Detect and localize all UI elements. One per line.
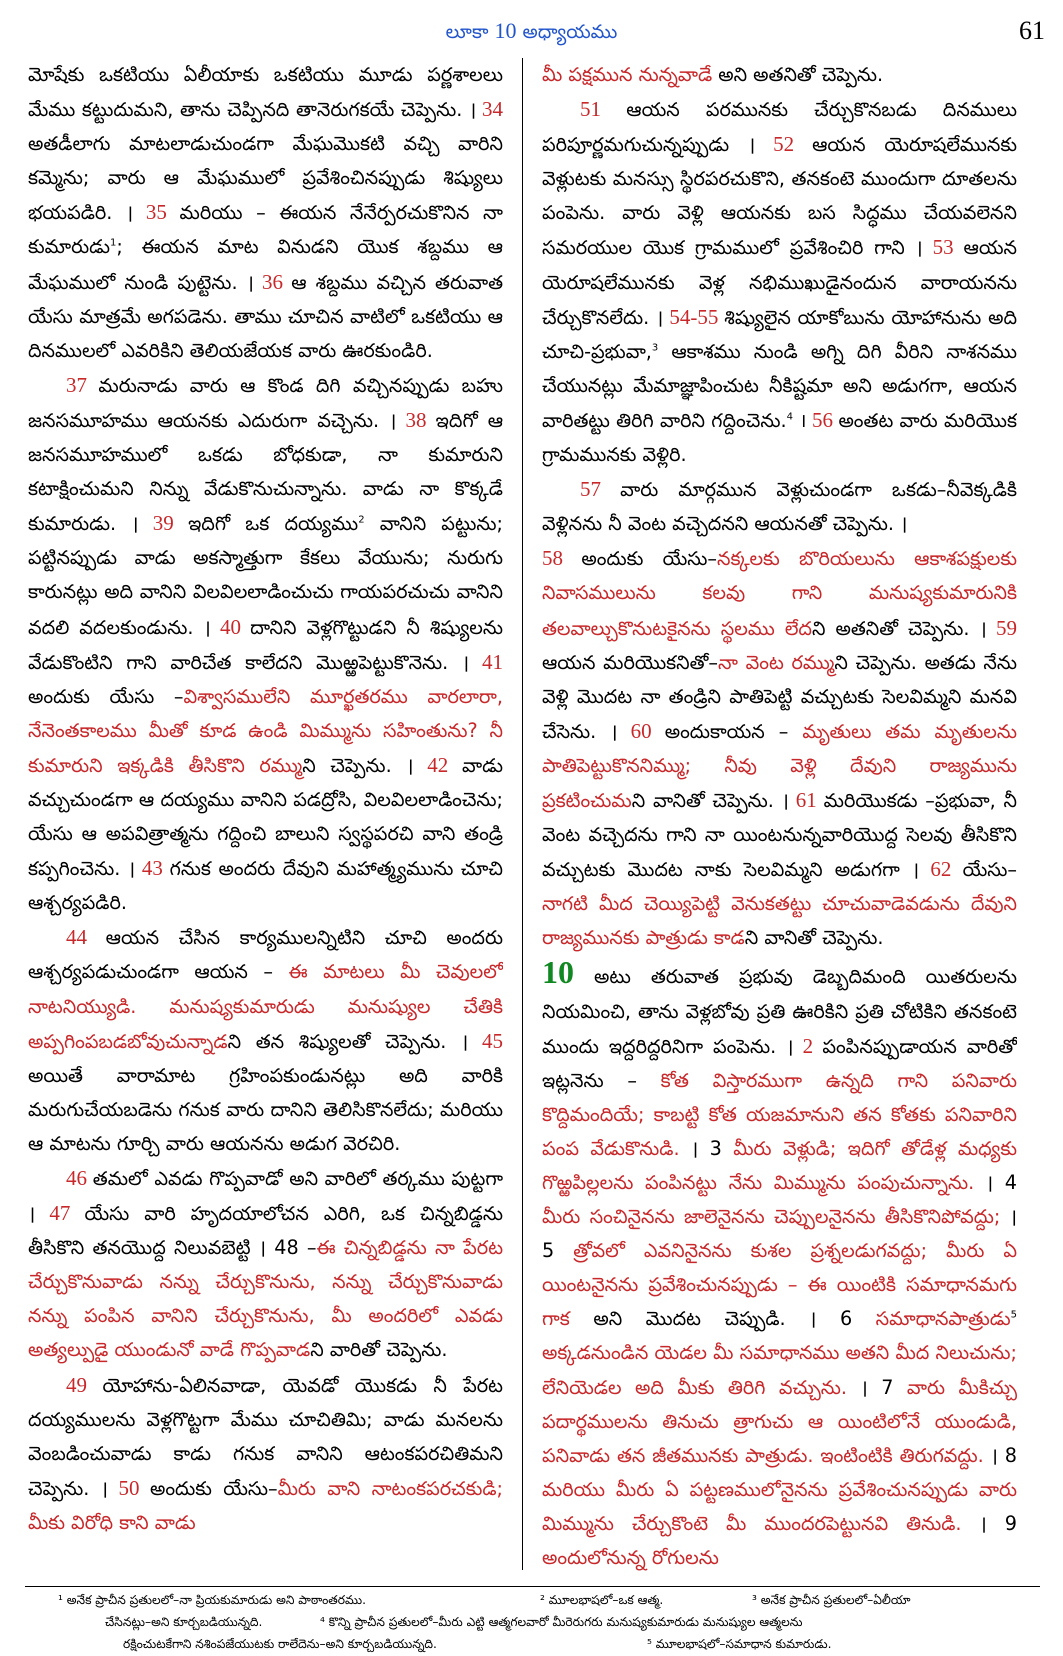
body-text: । 9 — [961, 1511, 1017, 1535]
footnote-2: ² మూలభాషలో–ఒక ఆత్మ. — [540, 1593, 664, 1607]
paragraph — [542, 541, 1017, 955]
red-letter-text: వారు మీకిచ్చు పదార్థములను తినుచు త్రాగుచు ఆ యింటిలోనే యుండుడి, పనివాడు తన జీతమునకు పాత్రుడు. ఇంటింటికి తిరుగవద్దు. — [542, 1375, 1017, 1467]
body-text: ఇదిగో ఆ జనసమూహములో ఒకడు బోధకుడా, నా కుమారుని కటాక్షించుమని నిన్ను వేడుకొనుచున్నాను. వాడు నా కొక్కడే కుమారుడు. । — [28, 408, 503, 536]
body-text: వారు మార్గమున వెళ్లుచుండగా ఒకడు–నీవెక్కడికి వెళ్లినను నీ వెంట వచ్చెదనని ఆయనతో చెప్పెను. । — [542, 478, 1017, 536]
footnote-marker: 4 — [786, 411, 793, 423]
footnote-4-cont: రక్షించుటకేగాని నశింపజేయుటకు రాలేదెను–అని కూర్చబడియున్నది. — [123, 1637, 437, 1651]
verse-number: 42 — [413, 752, 463, 777]
red-letter-text: త్రోవలో ఎవనినైనను కుశల ప్రశ్నలడుగవద్దు; మీరు ఏ యింటనైనను ప్రవేశించునప్పుడు – ఈ యింటికి సమాధానమగు గాక — [542, 1239, 1017, 1331]
right-column — [542, 58, 1017, 1578]
body-text: యేసు– — [962, 858, 1017, 882]
body-text: అందుకు యేసు – — [28, 684, 184, 708]
verse-number: 46 — [66, 1166, 93, 1190]
red-letter-text: అక్కడనుండిన యెడల మీ సమాధానము అతని మీద నిలుచును; లేనియెడల అది మీకు తిరిగి వచ్చును. — [542, 1341, 1017, 1399]
body-text: గనుక అందరు దేవుని మహాత్మ్యమును చూచి ఆశ్చర్యపడిరి. — [28, 857, 503, 915]
verse-number: 57 — [580, 477, 621, 502]
paragraph — [28, 58, 503, 368]
red-letter-text: మీరు వెళ్లుడి; ఇదిగో తోడేళ్ల మధ్యకు గొఱ్ఱపిల్లలను పంపినట్టు నేను మిమ్మును పంపుచున్నాను. — [542, 1136, 1017, 1194]
body-text: । 8 — [983, 1443, 1017, 1467]
body-text: వాడు వచ్చుచుండగా ఆ దయ్యము వానిని పడద్రోసి, విలవిలలాడించెను; యేసు ఆ అపవిత్రాత్మను గద్దించి బాలుని స్వస్థపరచి వాని తండ్రి కప్పగించెను. । — [28, 753, 503, 881]
footnote-3: ³ అనేక ప్రాచీన ప్రతులలో–ఏలీయా — [752, 1593, 911, 1607]
body-text: । 7 — [846, 1375, 907, 1399]
body-text: మరునాడు వారు ఆ కొండ దిగి వచ్చినప్పుడు బహు జనసమూహము ఆయనకు ఎదురుగా వచ్చెను. । — [28, 373, 503, 432]
verse-number: 60 — [617, 718, 665, 743]
body-text: ఆయన యెరూషలేమునకు వెళ్లుటకు మనస్సు స్థిరపరచుకొని, తనకంటె ముందుగా దూతలను పంపెను. వారు వెళ్లి ఆయనకు బస సిద్ధము చేయవలెనని సమరయుల యొక గ్రామములో ప్రవేశించిరి గాని । — [542, 133, 1017, 260]
verse-number: 58 — [542, 546, 582, 571]
body-text: ఆయన యెరూషలేమునకు వెళ్ల నభిముఖుడైనందున వారాయనను చేర్చుకొనలేదు. । — [542, 236, 1017, 329]
footnote-marker: 5 — [1010, 1309, 1017, 1321]
red-letter-text: విశ్వాసములేని మూర్ఖతరము వారలారా, నేనెంతకాలము మీతో కూడ ఉండి మిమ్మును సహింతును? నీ కుమారుని ఇక్కడికి తీసికొని రమ్ము — [28, 684, 503, 777]
paragraph — [28, 368, 503, 921]
chapter-numeral: 10 — [542, 954, 574, 991]
verse-number: 51 — [580, 97, 627, 122]
red-letter-text: మరియు మీరు ఏ పట్టణములోనైనను ప్రవేశించునప్పుడు వారు మిమ్మును చేర్చుకొంటె మీ ముందరపెట్టునవి తినుడి. — [542, 1477, 1017, 1535]
paragraph — [542, 58, 1017, 92]
red-letter-text: నా వెంట రమ్ము — [717, 650, 835, 674]
paragraph — [28, 1368, 503, 1540]
verse-number: 34 — [476, 97, 503, 122]
body-text: ని వారితో చెప్పెను. — [310, 1338, 448, 1362]
red-letter-text: ఈ మాటలు మీ చెవులలో నాటనియ్యుడి. మనుష్యకుమారుడు మనుష్యుల చేతికి అప్పగింపబడబోవుచున్నాడ — [28, 960, 503, 1053]
body-text: అందుకాయన – — [664, 719, 803, 743]
body-text: ని చెప్పెను. అతడు నేను వెళ్లి మొదట నా తండ్రిని పాతిపెట్టి వచ్చుటకు సెలవిమ్మని మనవి చేసెను. । — [542, 650, 1017, 743]
verse-number: 39 — [138, 511, 189, 536]
footnote-1: ¹ అనేక ప్రాచీన ప్రతులలో–నా ప్రియకుమారుడు అని పాఠాంతరము. — [58, 1593, 366, 1607]
body-text: యేసు వారి హృదయాలోచన ఎరిగి, ఒక చిన్నబిడ్డను తీసికొని తనయొద్ద నిలువబెట్టి । 48 – — [28, 1202, 503, 1260]
page-number: 61 — [1019, 16, 1045, 45]
paragraph — [28, 1161, 503, 1368]
verse-number: 52 — [755, 132, 813, 157]
body-text: । — [792, 408, 807, 432]
body-text: ని వానితో చెప్పెను. — [744, 926, 884, 950]
verse-number: 44 — [66, 925, 106, 950]
footnote-marker: 1 — [109, 238, 117, 250]
body-text: అని అతనితో చెప్పెను. — [712, 63, 884, 86]
verse-number: 43 — [135, 856, 170, 881]
paragraph — [542, 92, 1017, 472]
footnote-4: ⁴ కొన్ని ప్రాచీన ప్రతులలో–మీరు ఎట్టి ఆత్మగలవారో మీరెరుగరు మనుష్యకుమారుడు మనుష్యుల ఆత్మలను — [320, 1615, 803, 1629]
verse-number: 37 — [66, 372, 99, 397]
red-letter-text: మీరు సంచినైనను జాలెనైనను చెప్పులనైనను తీసికొనిపోవద్దు; — [542, 1205, 1001, 1229]
body-text: ఆకాశము నుండి అగ్ని దిగి వీరిని నాశనము చేయునట్లు మేమాజ్ఞాపించుట నీకిష్టమా అని అడుగగా, ఆయన వారితట్టు తిరిగి వారిని గద్దించెను. — [542, 339, 1017, 432]
verse-number: 56 — [806, 407, 839, 432]
verse-number: 59 — [986, 615, 1017, 640]
body-text: అయితే వారామాట గ్రహింపకుండునట్లు అది వారికి మరుగుచేయబడెను గనుక వారు దానిని తెలిసికొనలేదు; మరియు ఆ మాటను గూర్చి వారు ఆయనను అడుగ వెరచిరి. — [28, 1063, 503, 1155]
verse-number: 50 — [108, 1475, 150, 1500]
verse-number: 61 — [788, 787, 824, 812]
red-letter-text: నక్కలకు బొరియలును ఆకాశపక్షులకు నివాసములును కలవు గాని మనుష్యకుమారునికి తలవాల్చుకొనుటకైనను స్థలము లేద — [542, 547, 1017, 640]
body-text: శిష్యులైన యాకోబును యోహానును అది చూచి-ప్రభువా, — [542, 305, 1017, 363]
chapter-number: 10 — [494, 18, 517, 43]
body-text: మోషేకు ఒకటియు ఏలీయాకు ఒకటియు మూడు పర్ణశాలలు మేము కట్టుదుమని, తాను చెప్పినది తానెరుగకయే చెప్పెను. । — [28, 63, 503, 122]
verse-number: 47 — [35, 1201, 85, 1226]
body-text: వానిని పట్టును; పట్టినప్పుడు వాడు అకస్మాత్తుగా కేకలు వేయును; నురుగు కారునట్లు అది వానిని విలవిలలాడించుచు గాయపరచుచు వానిని వదలి వదలకుండును. । — [28, 512, 503, 639]
body-text: యోహాను-ఏలినవాడా, యెవడో యొకడు నీ పేరట దయ్యములను వెళ్లగొట్టగా మేము చూచితివిు; వాడు మనలను వెంబడించువాడు కాడు గనుక వానిని ఆటంకపరచితిమని చెప్పెను. । — [28, 1373, 503, 1500]
body-text: ఆ శబ్దము వచ్చిన తరువాత యేసు మాత్రమే అగపడెను. తాము చూచిన వాటిలో ఒకటియు ఆ దినములలో ఎవరికిని తెలియజేయక వారు ఊరకుండిరి. — [28, 270, 503, 362]
body-text: ఆయన మరియొకనితో– — [542, 650, 718, 674]
verse-number: 62 — [919, 857, 963, 882]
footnote-3-cont: చేసినట్లు–అని కూర్చబడియున్నది. — [105, 1615, 263, 1629]
red-letter-text: మీరు వాని నాటంకపరచకుడి; మీకు విరోధి కాని వాడు — [28, 1476, 503, 1534]
body-text: అని మొదట చెప్పుడి. । 6 — [569, 1307, 876, 1331]
verse-number: 53 — [922, 235, 964, 260]
red-letter-text: అందులోనున్న రోగులను — [542, 1546, 719, 1570]
body-text: । 3 — [679, 1136, 734, 1160]
body-text: ఆయన చేసిన కార్యములన్నిటిని చూచి అందరు ఆశ్చర్యపడుచుండగా ఆయన – — [28, 926, 503, 984]
verse-number: 35 — [133, 200, 180, 225]
body-text: ని చెప్పెను. । — [302, 753, 414, 777]
body-text: అందుకు యేసు– — [149, 1476, 278, 1500]
red-letter-text: మృతులు తమ మృతులను పాతిపెట్టుకొననిమ్ము; నీవు వెళ్లి దేవుని రాజ్యమును ప్రకటించుమ — [542, 719, 1017, 812]
body-text: అటు తరువాత ప్రభువు డెబ్బదిమంది యితరులను నియమించి, తాను వెళ్లబోవు ప్రతి ఊరికిని ప్రతి చోటికిని తనకంటె ముందు ఇద్దరిద్దరినిగా పంపెను. । — [542, 965, 1017, 1058]
body-text: । 5 — [542, 1205, 1017, 1263]
body-text: అంతట వారు మరియొక గ్రామమునకు వెళ్లిరి. — [542, 408, 1017, 467]
body-text: ని వానితో చెప్పెను. । — [631, 788, 789, 812]
body-text: మరియొకడు –ప్రభువా, నీ వెంట వచ్చెదను గాని నా యింటనున్నవారియొద్ద సెలవు తీసికొని వచ్చుటకు మొదట నాకు సెలవిమ్మని అడుగగా । — [542, 788, 1017, 882]
body-text: మరియు – ఈయన నేనేర్పరచుకొనిన నా కుమారుడు — [28, 201, 503, 259]
body-text: ; ఈయన మాట వినుడని యొక శబ్దము ఆ మేఘములో నుండి పుట్టెను. । — [28, 235, 503, 294]
body-text: ఇదిగో ఒక దయ్యము — [188, 512, 359, 536]
red-letter-text: నాగటి మీద చెయ్యిపెట్టి వెనుకతట్టు చూచువాడెవడును దేవుని రాజ్యమునకు పాత్రుడు కాడ — [542, 892, 1017, 950]
paragraph — [542, 472, 1017, 541]
verse-number: 2 — [793, 1033, 823, 1058]
verse-number: 36 — [253, 269, 292, 294]
footnote-marker: 3 — [651, 342, 659, 354]
footnote-marker: 2 — [358, 514, 365, 526]
body-text: తమలో ఎవడు గొప్పవాడో అని వారిలో తర్కము పుట్టగా । — [28, 1167, 503, 1226]
body-text: ఆయన పరమునకు చేర్చుకొనబడు దినములు పరిపూర్ణమగుచున్నప్పుడు । — [542, 98, 1017, 157]
body-text: పంపినప్పుడాయన వారితో ఇట్లనెను – — [542, 1034, 1017, 1092]
verse-number: 40 — [210, 614, 251, 639]
verse-number: 41 — [469, 649, 503, 674]
red-letter-text: సమాధానపాత్రుడు — [875, 1307, 1011, 1331]
footnote-5: ⁵ మూలభాషలో–సమాధాన కుమారుడు. — [647, 1637, 832, 1651]
red-letter-text: కోత విస్తారముగా ఉన్నది గాని పనివారు కొద్దిమందియే; కాబట్టి కోత యజమానుని తన కోతకు పనివారిని పంప వేడుకొనుడి. — [542, 1068, 1017, 1160]
red-letter-text: ఈ చిన్నబిడ్డను నా పేరట చేర్చుకొనువాడు నన్ను చేర్చుకొనును, నన్ను చేర్చుకొనువాడు నన్ను పంపిన వానిని చేర్చుకొనును, మీ అందరిలో ఎవడు అత్యల్పుడై యుండునో వాడే గొప్పవాడ — [28, 1236, 503, 1362]
body-text: ని తన శిష్యులతో చెప్పెను. । — [227, 1029, 469, 1053]
column-divider — [522, 58, 523, 1570]
paragraph — [28, 920, 503, 1161]
book-name: లూకా — [445, 21, 489, 43]
verse-number: 45 — [468, 1028, 503, 1053]
paragraph — [542, 955, 1017, 1575]
page-header — [0, 0, 1063, 52]
running-title — [0, 18, 1063, 48]
section-label: అధ్యాయము — [522, 21, 618, 43]
body-text: అందుకు యేసు– — [581, 547, 717, 571]
footnote-rule — [25, 1586, 1040, 1587]
verse-number: 54-55 — [663, 304, 725, 329]
red-letter-text: మీ పక్షమున నున్నవాడే — [542, 63, 713, 86]
body-text: దానిని వెళ్లగొట్టుడని నీ శిష్యులను వేడుకొంటిని గాని వారిచేత కాలేదని మొఱ్ఱపెట్టుకొనెను. । — [28, 615, 503, 674]
left-column — [28, 58, 503, 1578]
body-text: । 4 — [974, 1171, 1017, 1194]
body-text: అతడీలాగు మాటలాడుచుండగా మేఘమొకటి వచ్చి వారిని కమ్మెను; వారు ఆ మేఘములో ప్రవేశించినప్పుడు శిష్యులు భయపడిరి. । — [28, 132, 503, 225]
footnotes — [30, 1589, 1035, 1655]
body-text: ని అతనితో చెప్పెను. । — [811, 616, 987, 640]
verse-number: 38 — [396, 407, 436, 432]
verse-number: 49 — [66, 1372, 103, 1397]
